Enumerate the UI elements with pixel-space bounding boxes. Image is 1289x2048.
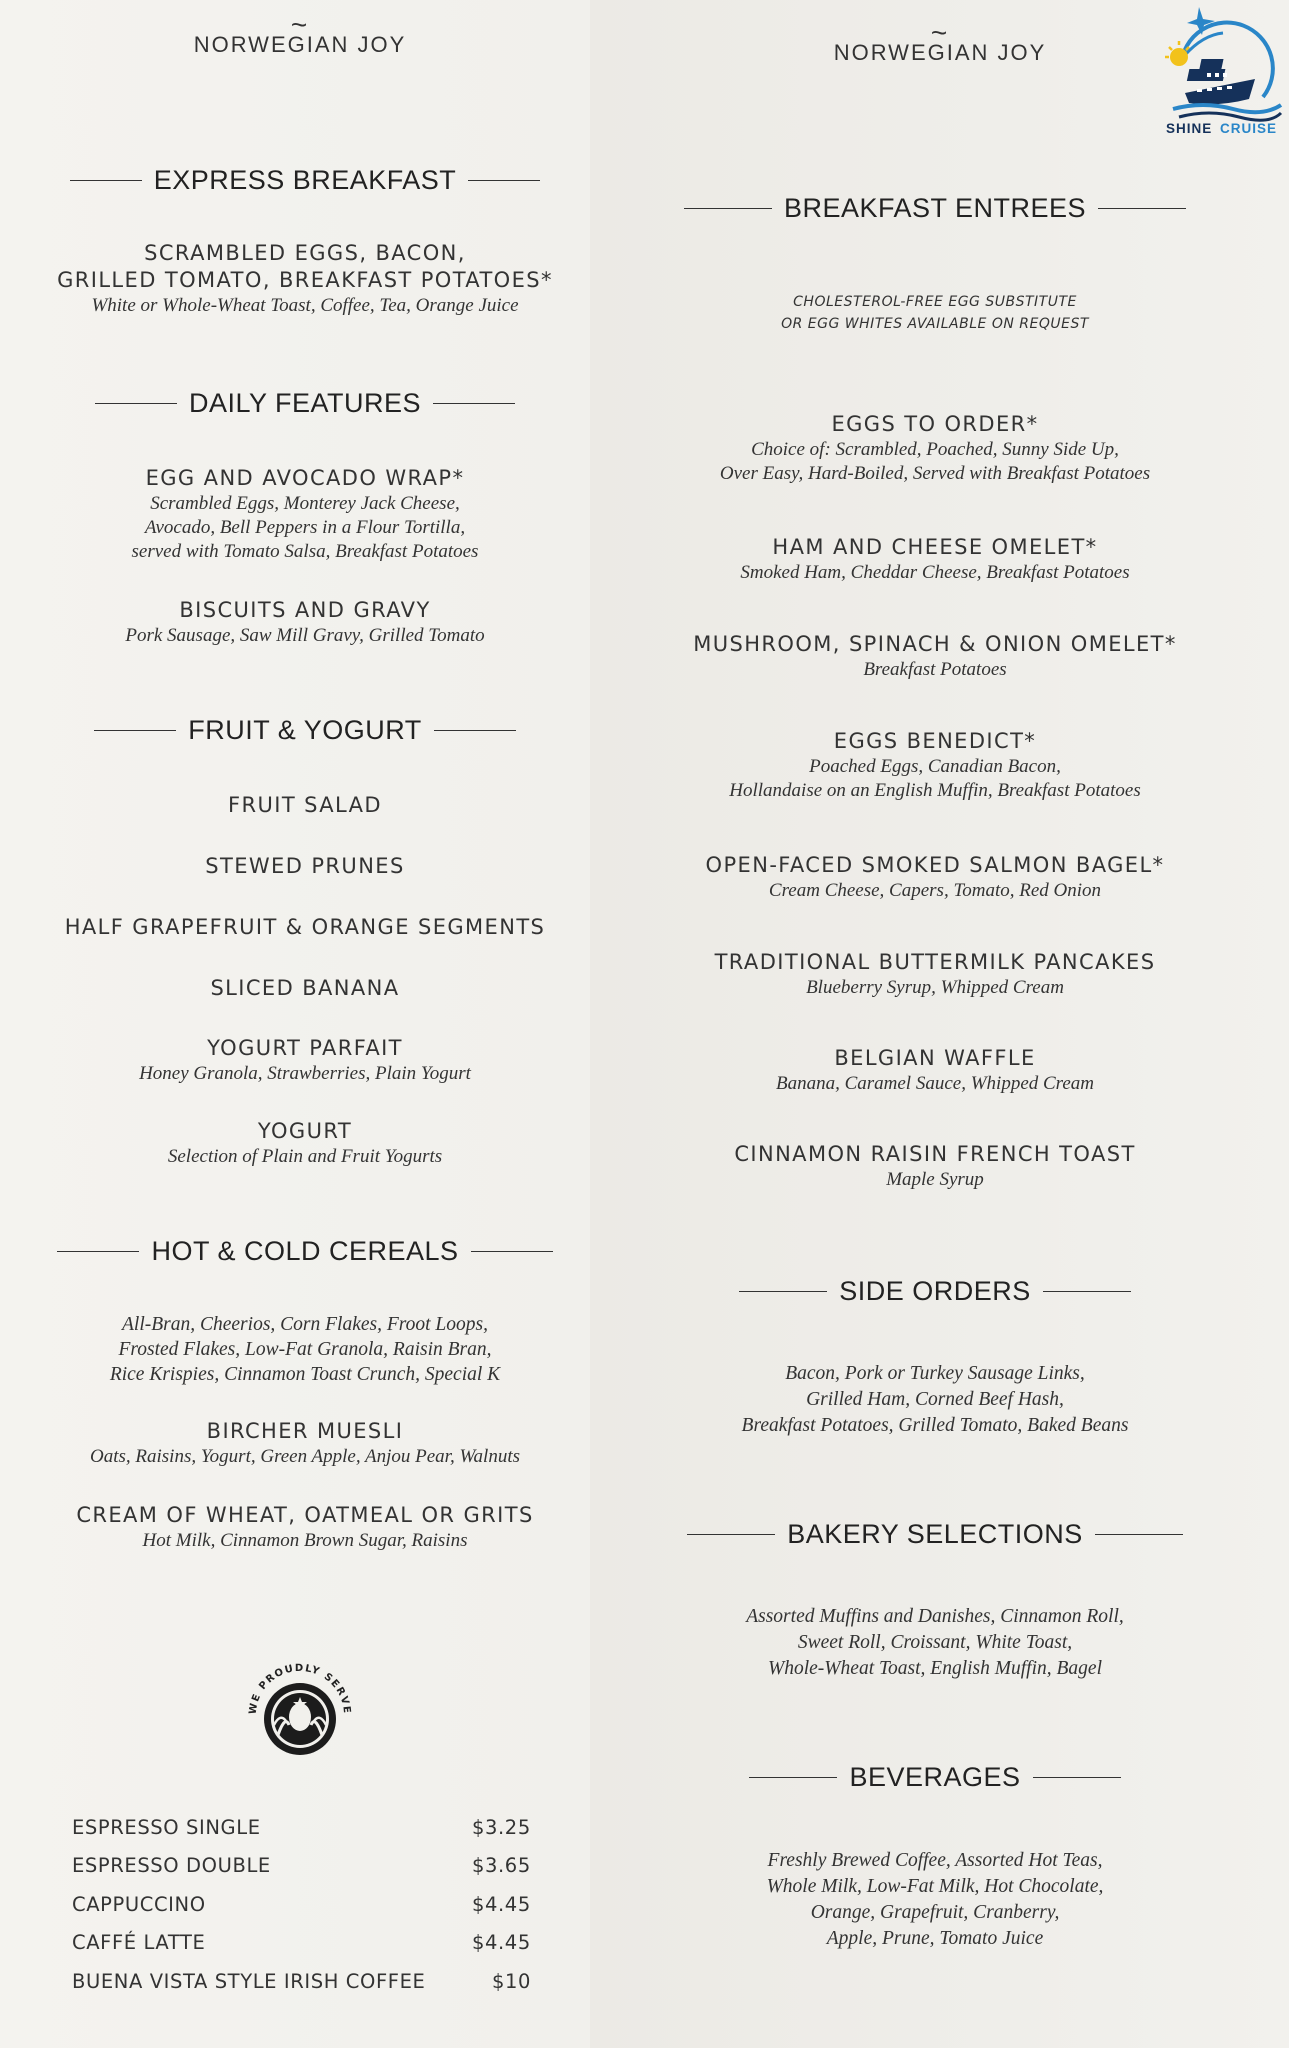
heading-rule bbox=[471, 1251, 553, 1253]
section-heading-fruit bbox=[70, 715, 540, 746]
heading-rule bbox=[684, 208, 772, 210]
item-name: EGGS TO ORDER* bbox=[831, 412, 1039, 436]
right-menu-page bbox=[590, 0, 1289, 2048]
item-description: Oats, Raisins, Yogurt, Green Apple, Anjou Pear, Walnuts bbox=[90, 1446, 520, 1467]
brand-title-right bbox=[790, 17, 1090, 66]
item-name: MUSHROOM, SPINACH & ONION OMELET* bbox=[693, 632, 1177, 656]
menu-item bbox=[30, 1418, 580, 1469]
coffee-price: $3.65 bbox=[472, 1854, 531, 1878]
heading-rule bbox=[70, 180, 142, 182]
item-name: EGGS BENEDICT* bbox=[833, 729, 1037, 753]
menu-item bbox=[630, 1045, 1240, 1096]
coffee-price: $4.45 bbox=[472, 1892, 531, 1916]
price-row bbox=[72, 1962, 542, 2001]
heading-text: DAILY FEATURES bbox=[188, 388, 422, 418]
item-description: Hollandaise on an English Muffin, Breakfast Potatoes bbox=[729, 780, 1141, 801]
menu-item bbox=[30, 853, 580, 880]
price-row bbox=[72, 1885, 542, 1924]
section-heading-bakery bbox=[675, 1519, 1195, 1550]
brand-tilde-mark: ~ bbox=[290, 9, 310, 40]
heading-rule bbox=[95, 403, 177, 405]
item-description: Maple Syrup bbox=[886, 1169, 984, 1190]
item-name: STEWED PRUNES bbox=[205, 854, 405, 878]
section-heading-entrees bbox=[675, 193, 1195, 224]
side-orders-line: Bacon, Pork or Turkey Sausage Links, bbox=[785, 1363, 1085, 1384]
beverages-list bbox=[630, 1848, 1240, 1952]
menu-item bbox=[630, 1141, 1240, 1192]
heading-text: HOT & COLD CEREALS bbox=[151, 1236, 459, 1266]
heading-rule bbox=[687, 1534, 775, 1536]
item-description: Breakfast Potatoes bbox=[863, 659, 1007, 680]
heading-rule bbox=[1095, 1534, 1183, 1536]
item-name: GRILLED TOMATO, BREAKFAST POTATOES* bbox=[57, 268, 553, 292]
menu-item bbox=[30, 914, 580, 941]
item-description: Selection of Plain and Fruit Yogurts bbox=[167, 1146, 443, 1167]
heading-rule bbox=[739, 1291, 827, 1293]
item-description: Scrambled Eggs, Monterey Jack Cheese, bbox=[150, 493, 460, 514]
item-name: SLICED BANANA bbox=[210, 976, 400, 1000]
brand-text: NORWEGIAN JOY bbox=[193, 32, 407, 57]
section-heading-daily bbox=[70, 388, 540, 419]
menu-item bbox=[630, 728, 1240, 803]
item-name: FRUIT SALAD bbox=[228, 793, 382, 817]
coffee-price: $10 bbox=[492, 1969, 532, 1993]
shine-text: SHINE bbox=[1166, 121, 1213, 135]
egg-substitute-note bbox=[650, 291, 1220, 335]
item-name: EGG AND AVOCADO WRAP* bbox=[145, 466, 465, 490]
item-description: Choice of: Scrambled, Poached, Sunny Side Up, bbox=[751, 439, 1119, 460]
bakery-list bbox=[630, 1604, 1240, 1682]
item-description: Hot Milk, Cinnamon Brown Sugar, Raisins bbox=[142, 1530, 468, 1551]
heading-rule bbox=[57, 1251, 139, 1253]
menu-item bbox=[630, 411, 1240, 486]
item-description: Avocado, Bell Peppers in a Flour Tortilla, bbox=[144, 517, 466, 538]
shine-cruise-logo-icon bbox=[1163, 5, 1285, 135]
cruise-text: CRUISE bbox=[1220, 121, 1278, 135]
cereal-list-line: Frosted Flakes, Low-Fat Granola, Raisin Bran, bbox=[118, 1339, 492, 1360]
note-line: OR EGG WHITES AVAILABLE ON REQUEST bbox=[781, 316, 1089, 332]
section-heading-express bbox=[70, 165, 540, 196]
item-name: YOGURT bbox=[257, 1119, 353, 1143]
menu-item bbox=[630, 949, 1240, 1000]
brand-tilde-mark: ~ bbox=[930, 17, 950, 48]
cereal-list-line: All-Bran, Cheerios, Corn Flakes, Froot Loops, bbox=[122, 1314, 488, 1335]
item-name: TRADITIONAL BUTTERMILK PANCAKES bbox=[714, 950, 1156, 974]
section-heading-cereals bbox=[55, 1236, 555, 1267]
item-name: HAM AND CHEESE OMELET* bbox=[772, 535, 1098, 559]
cereal-list-line: Rice Krispies, Cinnamon Toast Crunch, Special K bbox=[109, 1364, 501, 1385]
item-name: BELGIAN WAFFLE bbox=[834, 1046, 1036, 1070]
heading-text: FRUIT & YOGURT bbox=[188, 715, 422, 745]
side-orders-list bbox=[630, 1361, 1240, 1439]
heading-text: SIDE ORDERS bbox=[839, 1276, 1031, 1306]
item-name: BISCUITS AND GRAVY bbox=[179, 598, 431, 622]
item-description: Banana, Caramel Sauce, Whipped Cream bbox=[775, 1073, 1095, 1094]
menu-item bbox=[630, 852, 1240, 903]
cereal-list bbox=[30, 1312, 580, 1387]
heading-text: BREAKFAST ENTREES bbox=[783, 193, 1087, 223]
heading-rule bbox=[434, 730, 516, 732]
bakery-line: Assorted Muffins and Danishes, Cinnamon Roll, bbox=[746, 1606, 1124, 1627]
price-row bbox=[72, 1847, 542, 1886]
item-description: served with Tomato Salsa, Breakfast Potatoes bbox=[131, 541, 479, 562]
beverages-line: Freshly Brewed Coffee, Assorted Hot Teas, bbox=[767, 1850, 1103, 1871]
item-name: BIRCHER MUESLI bbox=[206, 1419, 404, 1443]
menu-item bbox=[30, 1118, 580, 1169]
menu-item bbox=[30, 1035, 580, 1086]
bakery-line: Sweet Roll, Croissant, White Toast, bbox=[797, 1632, 1073, 1653]
left-menu-page bbox=[0, 0, 590, 2048]
heading-rule bbox=[468, 180, 540, 182]
note-line: CHOLESTEROL-FREE EGG SUBSTITUTE bbox=[793, 294, 1077, 310]
coffee-name: CAPPUCCINO bbox=[72, 1892, 206, 1916]
item-description: Over Easy, Hard-Boiled, Served with Breakfast Potatoes bbox=[719, 463, 1151, 484]
we-proudly-serve-text: WE PROUDLY SERVE bbox=[247, 1662, 353, 1716]
coffee-price: $4.45 bbox=[472, 1931, 531, 1955]
heading-rule bbox=[1098, 208, 1186, 210]
heading-rule bbox=[94, 730, 176, 732]
beverages-line: Orange, Grapefruit, Cranberry, bbox=[810, 1902, 1060, 1923]
beverages-line: Whole Milk, Low-Fat Milk, Hot Chocolate, bbox=[766, 1876, 1104, 1897]
side-orders-line: Breakfast Potatoes, Grilled Tomato, Baked Beans bbox=[741, 1415, 1129, 1436]
item-description: Pork Sausage, Saw Mill Gravy, Grilled Tomato bbox=[125, 625, 485, 646]
heading-rule bbox=[1043, 1291, 1131, 1293]
coffee-name: BUENA VISTA STYLE IRISH COFFEE bbox=[72, 1969, 426, 1993]
heading-text: BEVERAGES bbox=[849, 1762, 1021, 1792]
coffee-price: $3.25 bbox=[472, 1815, 531, 1839]
menu-item bbox=[630, 631, 1240, 682]
bakery-line: Whole-Wheat Toast, English Muffin, Bagel bbox=[767, 1658, 1102, 1679]
coffee-name: ESPRESSO SINGLE bbox=[72, 1815, 261, 1839]
heading-text: EXPRESS BREAKFAST bbox=[153, 165, 457, 195]
menu-item bbox=[30, 975, 580, 1002]
coffee-name: CAFFÉ LATTE bbox=[72, 1931, 206, 1955]
item-description: Smoked Ham, Cheddar Cheese, Breakfast Potatoes bbox=[740, 562, 1130, 583]
beverages-line: Apple, Prune, Tomato Juice bbox=[826, 1928, 1044, 1949]
menu-item bbox=[30, 597, 580, 648]
section-heading-beverages bbox=[675, 1762, 1195, 1793]
section-heading-sides bbox=[675, 1276, 1195, 1307]
brand-title-left bbox=[150, 9, 450, 58]
item-name: YOGURT PARFAIT bbox=[207, 1036, 403, 1060]
heading-rule bbox=[1033, 1777, 1121, 1779]
menu-item bbox=[30, 792, 580, 819]
price-row bbox=[72, 1924, 542, 1963]
menu-item bbox=[630, 534, 1240, 585]
item-description: Poached Eggs, Canadian Bacon, bbox=[809, 756, 1061, 777]
menu-item bbox=[30, 465, 580, 564]
item-description: Honey Granola, Strawberries, Plain Yogurt bbox=[139, 1063, 471, 1084]
item-name: CREAM OF WHEAT, OATMEAL OR GRITS bbox=[76, 1503, 534, 1527]
coffee-name: ESPRESSO DOUBLE bbox=[72, 1854, 271, 1878]
heading-rule bbox=[433, 403, 515, 405]
side-orders-line: Grilled Ham, Corned Beef Hash, bbox=[806, 1389, 1064, 1410]
price-row bbox=[72, 1808, 542, 1847]
item-name: CINNAMON RAISIN FRENCH TOAST bbox=[734, 1142, 1136, 1166]
item-description: Blueberry Syrup, Whipped Cream bbox=[806, 977, 1064, 998]
menu-item bbox=[30, 1502, 580, 1553]
express-breakfast-item bbox=[30, 240, 580, 318]
item-name: OPEN-FACED SMOKED SALMON BAGEL* bbox=[705, 853, 1165, 877]
heading-rule bbox=[749, 1777, 837, 1779]
brand-text: NORWEGIAN JOY bbox=[833, 40, 1047, 65]
heading-text: BAKERY SELECTIONS bbox=[787, 1519, 1083, 1549]
item-name: HALF GRAPEFRUIT & ORANGE SEGMENTS bbox=[64, 915, 546, 939]
coffee-price-list bbox=[72, 1808, 542, 2001]
item-description: Cream Cheese, Capers, Tomato, Red Onion bbox=[768, 880, 1102, 901]
starbucks-logo-icon bbox=[240, 1655, 360, 1775]
item-name: SCRAMBLED EGGS, BACON, bbox=[144, 241, 466, 265]
item-description: White or Whole-Wheat Toast, Coffee, Tea, Orange Juice bbox=[91, 295, 519, 316]
